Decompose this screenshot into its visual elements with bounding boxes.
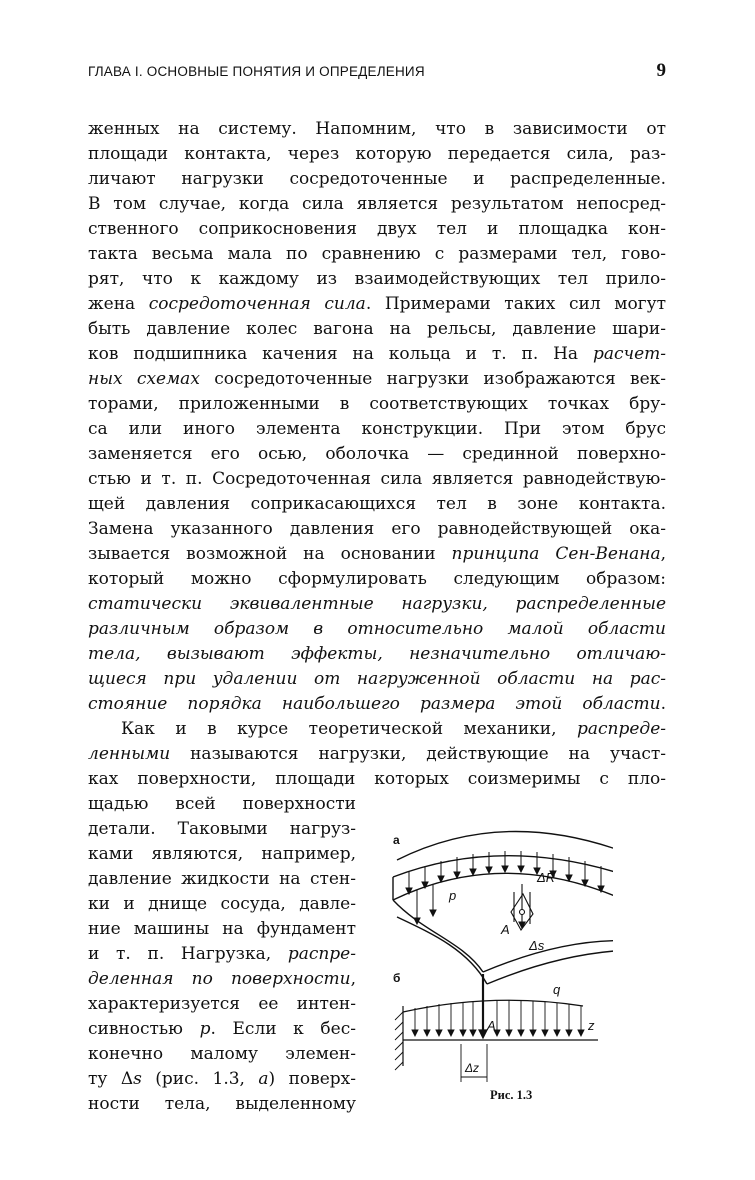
label-q: q xyxy=(553,982,561,997)
shell-front-edge xyxy=(393,873,613,910)
text-line xyxy=(88,642,666,667)
term-surface-distributed-cont: деленная по поверхности xyxy=(88,969,351,989)
text-run: . Если к бес- xyxy=(210,1019,356,1039)
text-line: В том случае, когда сила является результатом непосред- xyxy=(88,194,666,214)
term-concentrated-force: сосредоточенная сила xyxy=(148,294,366,314)
text-line xyxy=(88,942,356,967)
term-design-schemes: расчет- xyxy=(592,344,666,364)
label-delta-s: Δs xyxy=(529,938,545,953)
figure-caption: Рис. 1.3 xyxy=(490,1088,533,1102)
text-line xyxy=(88,667,666,692)
text-line: конечно малому элемен- xyxy=(88,1044,356,1064)
page-number: 9 xyxy=(656,60,666,81)
element-ds xyxy=(511,884,533,930)
chapter-title: ГЛАВА I. ОСНОВНЫЕ ПОНЯТИЯ И ОПРЕДЕЛЕНИЯ xyxy=(88,64,425,79)
text-line: детали. Таковыми нагруз- xyxy=(88,819,356,839)
text-run: зывается возможной на основании xyxy=(88,544,452,564)
term-distributed: распреде- xyxy=(576,719,666,739)
text-run: ту Δ xyxy=(88,1069,134,1089)
principle-text: щиеся при удалении от нагруженной области на рас- xyxy=(88,669,666,689)
point-A xyxy=(520,910,525,915)
text-line: заменяется его осью, оболочка — срединной поверхно- xyxy=(88,444,666,464)
label-a-beam: A xyxy=(487,1018,496,1033)
term-surface-distributed: распре- xyxy=(287,944,356,964)
text-run: называются нагрузки, действующие на участ- xyxy=(170,744,666,764)
text-run: ков подшипника качения на кольца и т. п. На xyxy=(88,344,593,364)
text-run: . Примерами таких сил могут xyxy=(365,294,667,314)
text-line: характеризуется ее интен- xyxy=(88,994,356,1014)
text-run: , xyxy=(350,969,356,989)
text-run: ) поверх- xyxy=(268,1069,356,1089)
text-run: . xyxy=(660,694,666,714)
label-b: б xyxy=(393,971,401,985)
text-line: быть давление колес вагона на рельсы, давление шари- xyxy=(88,319,666,339)
text-run: сосредоточенные нагрузки изображаются век- xyxy=(199,369,667,389)
figure-labels-b xyxy=(393,971,595,1075)
load-curve-q xyxy=(403,1000,583,1012)
symbol-s: s xyxy=(133,1069,142,1089)
running-header xyxy=(88,60,666,86)
beam-diagram xyxy=(395,974,598,1082)
text-line xyxy=(88,967,356,992)
text-line xyxy=(88,742,666,767)
text-run: сивностью xyxy=(88,1019,200,1039)
text-run: Как и в курсе теоретической механики, xyxy=(121,719,577,739)
text-line: ками являются, например, xyxy=(88,844,356,864)
text-line: ние машины на фундамент xyxy=(88,919,356,939)
text-line: ности тела, выделенному xyxy=(88,1094,356,1114)
term-saint-venant: принципа Сен-Венана xyxy=(451,544,661,564)
shell-inner-bottom xyxy=(397,917,487,984)
label-p: p xyxy=(449,888,457,903)
text-line: площади контакта, через которую передается сила, раз- xyxy=(88,144,666,164)
pressure-arrows-a xyxy=(406,851,613,924)
text-line: давление жидкости на стен- xyxy=(88,869,356,889)
text-line: женных на систему. Напомним, что в зависимости от xyxy=(88,119,666,139)
text-line: Замена указанного давления его равнодействующей ока- xyxy=(88,519,666,539)
text-line xyxy=(121,717,666,742)
text-line: ственного соприкосновения двух тел и площадка кон- xyxy=(88,219,666,239)
text-line: са или иного элемента конструкции. При этом брус xyxy=(88,419,666,439)
label-delta-z: Δz xyxy=(465,1061,480,1075)
text-run: жена xyxy=(88,294,149,314)
text-line xyxy=(88,1067,356,1092)
text-line: щей давления соприкасающихся тел в зоне контакта. xyxy=(88,494,666,514)
text-line: рят, что к каждому из взаимодействующих тел прило- xyxy=(88,269,666,289)
shell-bottom-edge xyxy=(483,941,613,972)
text-line: стью и т. п. Сосредоточенная сила является равнодействую- xyxy=(88,469,666,489)
support-hatch xyxy=(395,1012,403,1070)
principle-text: тела, вызывают эффекты, незначительно отличаю- xyxy=(88,644,666,664)
text-line xyxy=(88,592,666,617)
text-run: и т. п. Нагрузка, xyxy=(88,944,288,964)
text-line: личают нагрузки сосредоточенные и распределенные. xyxy=(88,169,666,189)
label-a-point: A xyxy=(501,922,510,937)
figure-1-3 xyxy=(383,822,613,1112)
text-line xyxy=(88,542,666,567)
text-line: такта весьма мала по сравнению с размерами тел, гово- xyxy=(88,244,666,264)
label-a: а xyxy=(393,833,400,847)
figure-ref-a: а xyxy=(258,1069,269,1089)
shell-inner-bottom-right xyxy=(487,950,613,984)
text-run: (рис. 1.3, xyxy=(141,1069,259,1089)
label-delta-r: ΔR xyxy=(537,870,556,885)
text-line: торами, приложенными в соответствующих точках бру- xyxy=(88,394,666,414)
principle-text: различным образом в относительно малой области xyxy=(88,619,666,639)
text-run: , xyxy=(660,544,666,564)
term-distributed-cont: ленными xyxy=(88,744,171,764)
shell-diagram xyxy=(393,831,613,984)
label-z: z xyxy=(588,1018,595,1033)
text-line xyxy=(88,617,666,642)
text-line: ки и днище сосуда, давле- xyxy=(88,894,356,914)
principle-text: статически эквивалентные нагрузки, распределенные xyxy=(88,594,666,614)
text-line: щадью всей поверхности xyxy=(88,794,356,814)
text-line xyxy=(88,292,666,317)
text-line xyxy=(88,367,666,392)
text-line: ках поверхности, площади которых соизмеримы с пло- xyxy=(88,769,666,789)
text-line xyxy=(88,1017,356,1042)
term-design-schemes-cont: ных схемах xyxy=(88,369,200,389)
symbol-p: p xyxy=(199,1019,211,1039)
principle-text: стояние порядка наибольшего размера этой области xyxy=(88,694,661,714)
text-line: который можно сформулировать следующим образом: xyxy=(88,569,666,589)
text-line xyxy=(88,692,666,717)
text-line xyxy=(88,342,666,367)
